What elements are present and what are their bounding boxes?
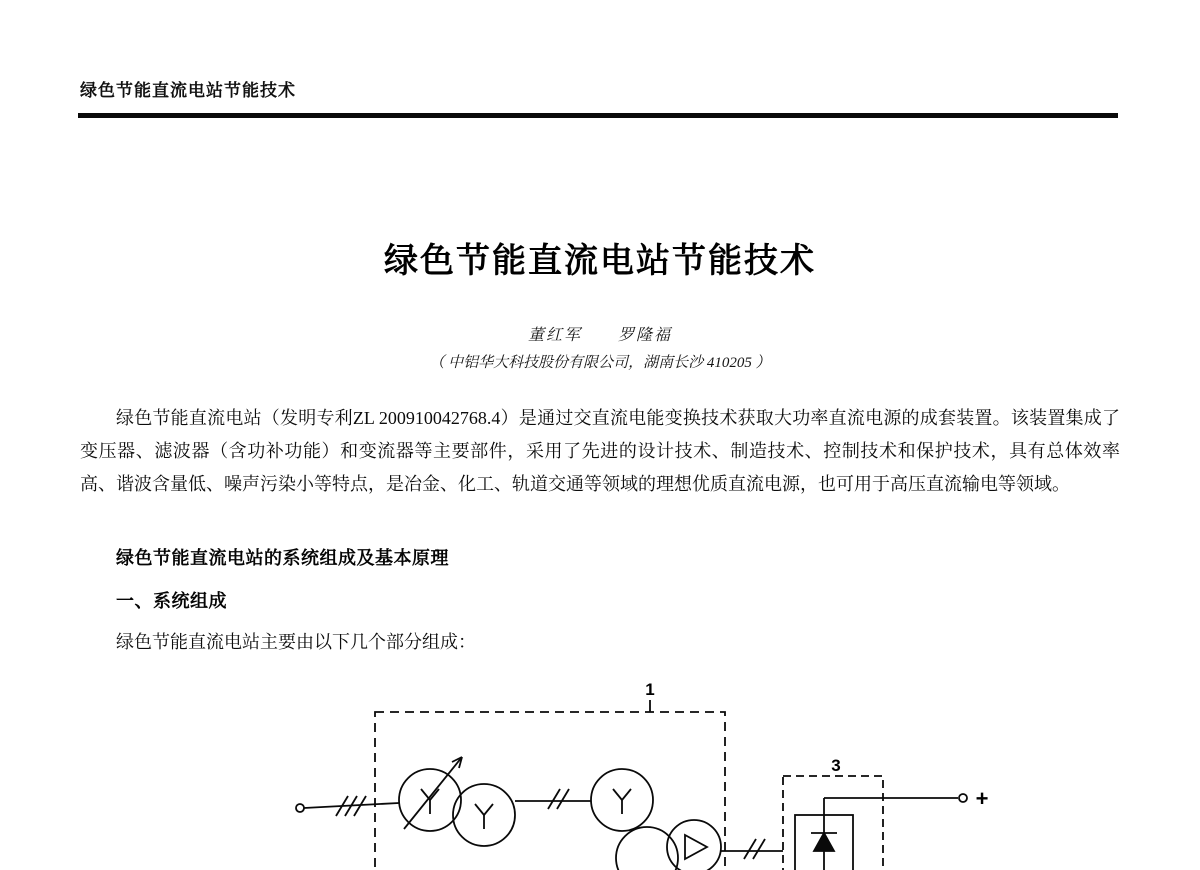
wye-symbol bbox=[613, 789, 631, 814]
running-header: 绿色节能直流电站节能技术 bbox=[80, 81, 296, 100]
diode-triangle bbox=[814, 833, 834, 851]
plus-terminal-label: + bbox=[975, 786, 989, 811]
dashed-block-3 bbox=[783, 776, 883, 870]
header-rule bbox=[78, 113, 1118, 118]
wye-symbol bbox=[421, 789, 439, 814]
section-heading-system: 绿色节能直流电站的系统组成及基本原理 bbox=[116, 548, 449, 568]
abstract-paragraph: 绿色节能直流电站（发明专利ZL 200910042768.4）是通过交直流电能变换技术获取大功率直流电源的成套装置。该装置集成了变压器、滤波器（含功补功能）和变流器等主要部件，采用了先进的设计技术、制造技术、控制技术和保护技术，具有总体效率高、谐波含量低、噪声污染小等特点，是冶金、化工、轨道交通等领域的理想优质直流电源，也可用于高压直流输电等领域。 bbox=[80, 408, 1120, 494]
wye-symbol bbox=[475, 804, 493, 829]
affiliation-line: （ 中铝华大科技股份有限公司，湖南长沙 410205 ） bbox=[429, 355, 771, 371]
figure-lead-in: 绿色节能直流电站主要由以下几个部分组成： bbox=[116, 632, 476, 652]
authors-line: 董红军 罗隆福 bbox=[527, 327, 672, 344]
converter-triangle bbox=[685, 835, 707, 859]
circuit-diagram-svg bbox=[0, 675, 1200, 870]
block-1-label: 1 bbox=[645, 680, 655, 699]
page-title: 绿色节能直流电站节能技术 bbox=[384, 242, 816, 280]
input-terminal bbox=[296, 804, 304, 812]
output-terminal bbox=[959, 794, 967, 802]
transformer-winding-circle bbox=[616, 827, 678, 870]
system-diagram-figure bbox=[0, 675, 1200, 870]
section-heading-composition: 一、系统组成 bbox=[116, 591, 227, 611]
block-3-label: 3 bbox=[831, 756, 841, 775]
dashed-block-1 bbox=[375, 712, 725, 870]
